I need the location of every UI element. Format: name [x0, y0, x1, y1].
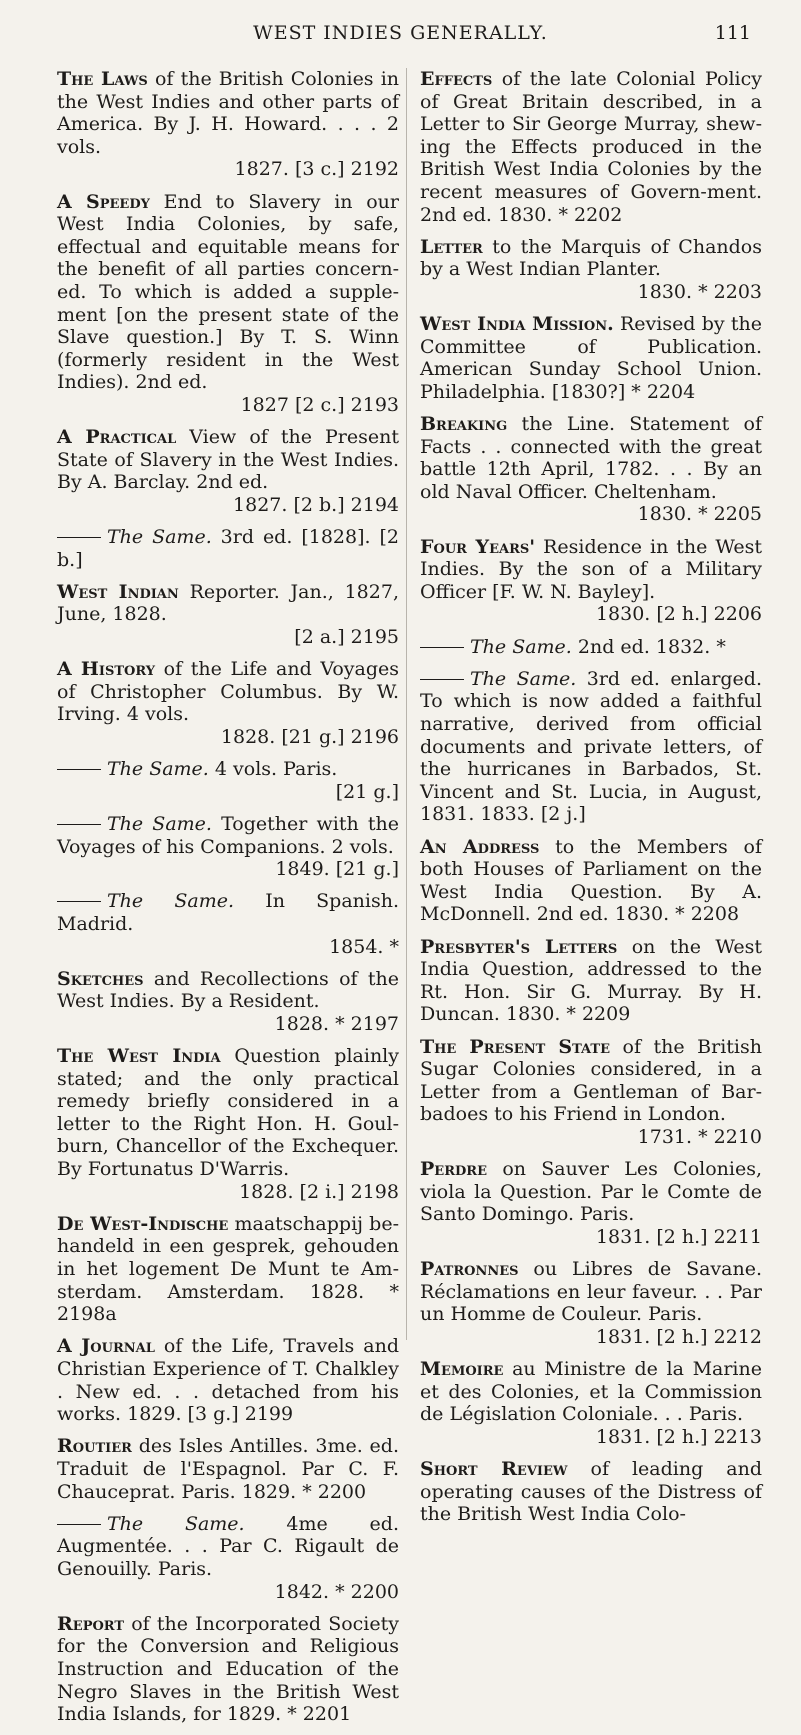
entry-date-number: [2 a.] 2195: [294, 626, 399, 649]
entry-date-number: 1854. *: [329, 935, 399, 958]
entry-date-number: 1731. * 2210: [637, 1125, 762, 1148]
catalog-entry: [420, 936, 762, 1026]
entry-heading: De West-Indische: [57, 1212, 229, 1235]
entry-date-number: 1827. [2 b.] 2194: [233, 493, 399, 516]
entry-heading: Memoire: [420, 1358, 504, 1380]
entry-ditto-title: The Same.: [470, 667, 577, 690]
entry-text: 3rd ed. [1828]. [2 b.]: [57, 526, 399, 571]
catalog-entry: [57, 581, 399, 649]
entry-heading: Effects: [420, 68, 493, 90]
catalog-entry: [57, 658, 399, 748]
entry-text: au Ministre de la Marine et des Colonies, et la Commission de Législation Coloniale. . . Paris.: [420, 1358, 762, 1426]
entry-text: to the Marquis of Chandos by a West Indian Planter.: [420, 235, 762, 281]
catalog-entry: [57, 1045, 399, 1203]
entry-date-number: 1827 [2 c.] 2193: [240, 393, 399, 416]
entry-date-number: 1831. [2 h.] 2212: [595, 1325, 762, 1348]
entry-date-number: 1831. [2 h.] 2211: [595, 1225, 762, 1248]
ditto-rule: [57, 537, 101, 538]
entry-text: to the Members of both Houses of Parliament on the West India Question. By A. McDonnell. 2nd ed. 1830. * 2208: [420, 835, 762, 926]
entry-heading: A History: [57, 658, 156, 681]
catalog-entry: [420, 668, 762, 826]
entry-text: Question plainly stated; and the only practical remedy briefly considered in a letter to the Right Hon. H. Goul-burn, Chancellor of the Exchequer. By Fortunatus D'Warris.: [57, 1045, 399, 1181]
running-title: WEST INDIES GENERALLY.: [253, 22, 548, 44]
catalog-entry: [57, 1513, 399, 1603]
catalog-entry: [420, 1158, 762, 1248]
entry-text: ou Libres de Savane. Réclamations en leur faveur. . . Par un Homme de Couleur. Paris.: [420, 1258, 763, 1326]
entry-heading: Sketches: [57, 967, 144, 990]
ditto-rule: [57, 824, 101, 825]
entry-heading: Short Review: [420, 1457, 568, 1480]
ditto-rule: [57, 1524, 101, 1525]
left-column: [57, 68, 399, 1735]
catalog-entry: [57, 758, 399, 803]
catalog-entry: [57, 1613, 399, 1726]
entry-heading: The Present State: [420, 1035, 611, 1058]
entry-date-number: 1827. [3 c.] 2192: [234, 158, 399, 181]
entry-text: of the British Colonies in the West Indies and other parts of America. By J. H. Howard. . . . 2 vols.: [57, 68, 400, 158]
entry-heading: Four Years': [420, 535, 536, 558]
entry-date-number: 1831. [2 h.] 2213: [595, 1425, 762, 1448]
entry-heading: Routier: [57, 1435, 132, 1458]
entry-heading: Patronnes: [420, 1258, 519, 1281]
entry-heading: West Indian: [57, 580, 179, 603]
entry-text: on the West India Question, addressed to the Rt. Hon. Sir G. Murray. By H. Duncan. 1830. * 2209: [420, 935, 762, 1026]
entry-heading: A Practical: [57, 426, 177, 449]
entry-text: 4 vols. Paris.: [214, 758, 338, 781]
entry-date-number: [21 g.]: [335, 780, 399, 803]
catalog-entry: [57, 1335, 399, 1425]
entry-date-number: 1842. * 2200: [274, 1580, 399, 1603]
entry-text: Together with the Voyages of his Companions. 2 vols.: [57, 812, 399, 858]
catalog-entry: [57, 1435, 399, 1503]
catalog-entry: [420, 1258, 762, 1348]
entry-text: on Sauver Les Colonies, viola la Question. Par le Comte de Santo Domingo. Paris.: [420, 1158, 762, 1226]
catalog-entry: [57, 68, 399, 181]
entry-text: of the Life and Voyages of Christopher Columbus. By W. Irving. 4 vols.: [57, 658, 399, 726]
entry-text: 2nd ed. 1832. *: [577, 635, 726, 658]
catalog-entry: [420, 1036, 762, 1149]
ditto-rule: [57, 901, 101, 902]
entry-heading: The Laws: [57, 68, 148, 90]
running-head: [0, 22, 801, 52]
right-column: [420, 68, 762, 1535]
entry-heading: Report: [57, 1612, 125, 1635]
catalog-entry: [420, 68, 762, 226]
catalog-entry: [420, 413, 762, 526]
catalog-entry: [420, 1458, 762, 1526]
catalog-entry: [420, 1358, 762, 1448]
entry-text: des Isles Antilles. 3me. ed. Traduit de l'Espagnol. Par C. F. Chauceprat. Paris. 1829. * 2200: [57, 1435, 399, 1503]
catalog-entry: [57, 526, 399, 571]
entry-heading: Perdre: [420, 1158, 487, 1181]
ditto-rule: [420, 679, 464, 680]
ditto-rule: [420, 647, 464, 648]
entry-ditto-title: The Same.: [470, 635, 572, 658]
entry-ditto-title: The Same.: [107, 1512, 245, 1535]
entry-ditto-title: The Same.: [107, 526, 212, 549]
entry-ditto-title: The Same.: [107, 812, 212, 835]
ditto-rule: [57, 769, 101, 770]
entry-heading: West India Mission.: [420, 313, 614, 336]
entry-text: 3rd ed. enlarged. To which is now added a faithful narrative, derived from official documents and private letters, of the hurricanes in Barbados, St. Vincent and St. Lucia, in August, 1831. 1833. [2 j.]: [420, 667, 763, 826]
entry-text: of the Life, Travels and Christian Experience of T. Chalkley . New ed. . . detached from his works. 1829. [3 g.] 2199: [57, 1335, 400, 1426]
entry-text: View of the Present State of Slavery in the West Indies. By A. Barclay. 2nd ed.: [57, 426, 399, 494]
column-divider: [406, 68, 407, 1340]
entry-text: maatschappij be-handeld in een gesprek, gehouden in het logement De Munt te Am-sterdam. Amsterdam. 1828. * 2198a: [57, 1212, 399, 1326]
entry-ditto-title: The Same.: [107, 758, 209, 781]
catalog-entry: [57, 968, 399, 1036]
entry-text: Reporter. Jan., 1827, June, 1828.: [57, 580, 399, 626]
entry-text: of the late Colonial Policy of Great Britain described, in a Letter to Sir George Murray, shew-ing the Effects produced in the British West India Colonies by the recent measures of Govern-ment. 2nd ed. 1830. * 2202: [420, 68, 762, 226]
entry-date-number: 1830. * 2205: [637, 503, 762, 526]
entry-text: In Spanish. Madrid.: [57, 890, 399, 935]
entry-date-number: 1849. [21 g.]: [275, 858, 399, 881]
catalog-entry: [420, 636, 762, 659]
entry-date-number: 1828. [21 g.] 2196: [220, 726, 399, 748]
entry-text: End to Slavery in our West India Colonies, by safe, effectual and equitable means for the benefit of all parties concern-ed. To which is added a supple-ment [on the present state of the Slave question.] By T. S. Winn (formerly resident in the West Indies). 2nd ed.: [57, 190, 399, 394]
entry-text: Residence in the West Indies. By the son of a Military Officer [F. W. N. Bayley].: [420, 535, 762, 603]
entry-heading: Breaking: [420, 413, 508, 436]
entry-ditto-title: The Same.: [107, 890, 234, 913]
catalog-entry: [420, 236, 762, 304]
catalog-entry: [420, 536, 762, 626]
entry-text: and Recollections of the West Indies. By a Resident.: [57, 967, 399, 1013]
entry-date-number: 1830. [2 h.] 2206: [595, 603, 762, 626]
entry-heading: An Address: [420, 835, 540, 858]
entry-heading: Letter: [420, 235, 483, 258]
entry-heading: The West India: [57, 1045, 221, 1068]
catalog-entry: [57, 813, 399, 881]
catalog-entry: [57, 1213, 399, 1326]
entry-text: of leading and operating causes of the Distress of the British West India Colo-: [420, 1457, 762, 1526]
entry-text: 4me ed. Augmentée. . . Par C. Rigault de Genouilly. Paris.: [57, 1512, 399, 1580]
catalog-entry: [57, 890, 399, 958]
entry-text: Revised by the Committee of Publication. American Sunday School Union. Philadelphia. [1830?] * 2204: [420, 313, 762, 403]
entry-heading: A Journal: [57, 1335, 155, 1358]
catalog-entry: [57, 191, 399, 417]
entry-text: the Line. Statement of Facts . . connected with the great battle 12th April, 1782. . . By an old Naval Officer. Cheltenham.: [420, 413, 762, 503]
entry-heading: Presbyter's Letters: [420, 935, 618, 958]
entry-date-number: 1828. * 2197: [274, 1012, 399, 1035]
entry-date-number: 1828. [2 i.] 2198: [239, 1180, 399, 1203]
entry-heading: A Speedy: [57, 190, 150, 213]
catalog-entry: [57, 426, 399, 516]
catalog-entry: [420, 313, 762, 403]
page-number: 111: [714, 22, 751, 44]
entry-text: of the Incorporated Society for the Conversion and Religious Instruction and Education of the Negro Slaves in the British West India Islands, for 1829. * 2201: [57, 1612, 399, 1726]
entry-date-number: 1830. * 2203: [637, 280, 762, 303]
catalog-entry: [420, 836, 762, 926]
entry-text: of the British Sugar Colonies considered, in a Letter from a Gentleman of Bar-badoes to his Friend in London.: [420, 1035, 762, 1126]
